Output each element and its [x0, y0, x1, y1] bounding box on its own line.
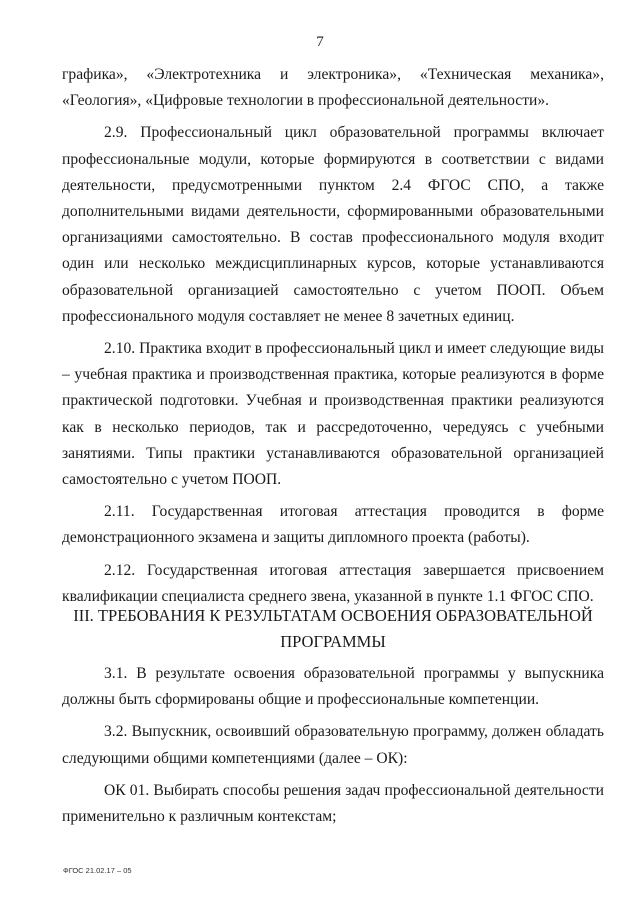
section-2-continuation	[62, 62, 604, 610]
paragraph-ok-01: ОК 01. Выбирать способы решения задач профессиональной деятельности применительно к различным контекстам;	[62, 781, 604, 826]
paragraph-2-10: 2.10. Практика входит в профессиональный цикл и имеет следующие виды – учебная практика и производственная практика, которые реализуются в форме практической подготовки. Учебная и производственная практики реализуются как в несколько периодов, так и рассредоточенно, чередуясь с учебными занятиями. Типы практики устанавливаются образовательной организацией самостоятельно с учетом ПООП.	[62, 340, 604, 489]
paragraph-2-9: 2.9. Профессиональный цикл образовательной программы включает профессиональные модули, которые формируются в соответствии с видами деятельности, предусмотренными пунктом 2.4 ФГОС СПО, а также дополнительными видами деятельности, сформированными образовательными организациями самостоятельно. В состав профессионального модуля входит один или несколько междисциплинарных курсов, которые устанавливаются образовательной организацией самостоятельно с учетом ПООП. Объем профессионального модуля составляет не менее 8 зачетных единиц.	[62, 124, 604, 325]
section-3	[62, 603, 604, 830]
paragraph-continuation: графика», «Электротехника и электроника», «Техническая механика», «Геология», «Цифровые технологии в профессиональной деятельности».	[62, 66, 604, 110]
paragraph-3-1: 3.1. В результате освоения образовательной программы у выпускника должны быть сформированы общие и профессиональные компетенции.	[62, 665, 604, 709]
paragraph-2-11: 2.11. Государственная итоговая аттестация проводится в форме демонстрационного экзамена и защиты дипломного проекта (работы).	[62, 503, 604, 547]
paragraph-3-2: 3.2. Выпускник, освоивший образовательную программу, должен обладать следующими общими компетенциями (далее – ОК):	[62, 723, 604, 767]
section-3-heading-line-2: ПРОГРАММЫ	[280, 632, 386, 651]
paragraph-2-12: 2.12. Государственная итоговая аттестация завершается присвоением квалификации специалиста среднего звена, указанной в пункте 1.1 ФГОС СПО.	[62, 561, 604, 605]
footer-document-code: ФГОС 21.02.17 – 05	[63, 866, 132, 875]
section-3-heading-line-1: III. ТРЕБОВАНИЯ К РЕЗУЛЬТАТАМ ОСВОЕНИЯ ОБРАЗОВАТЕЛЬНОЙ	[73, 606, 593, 625]
page-number: 7	[316, 34, 324, 50]
